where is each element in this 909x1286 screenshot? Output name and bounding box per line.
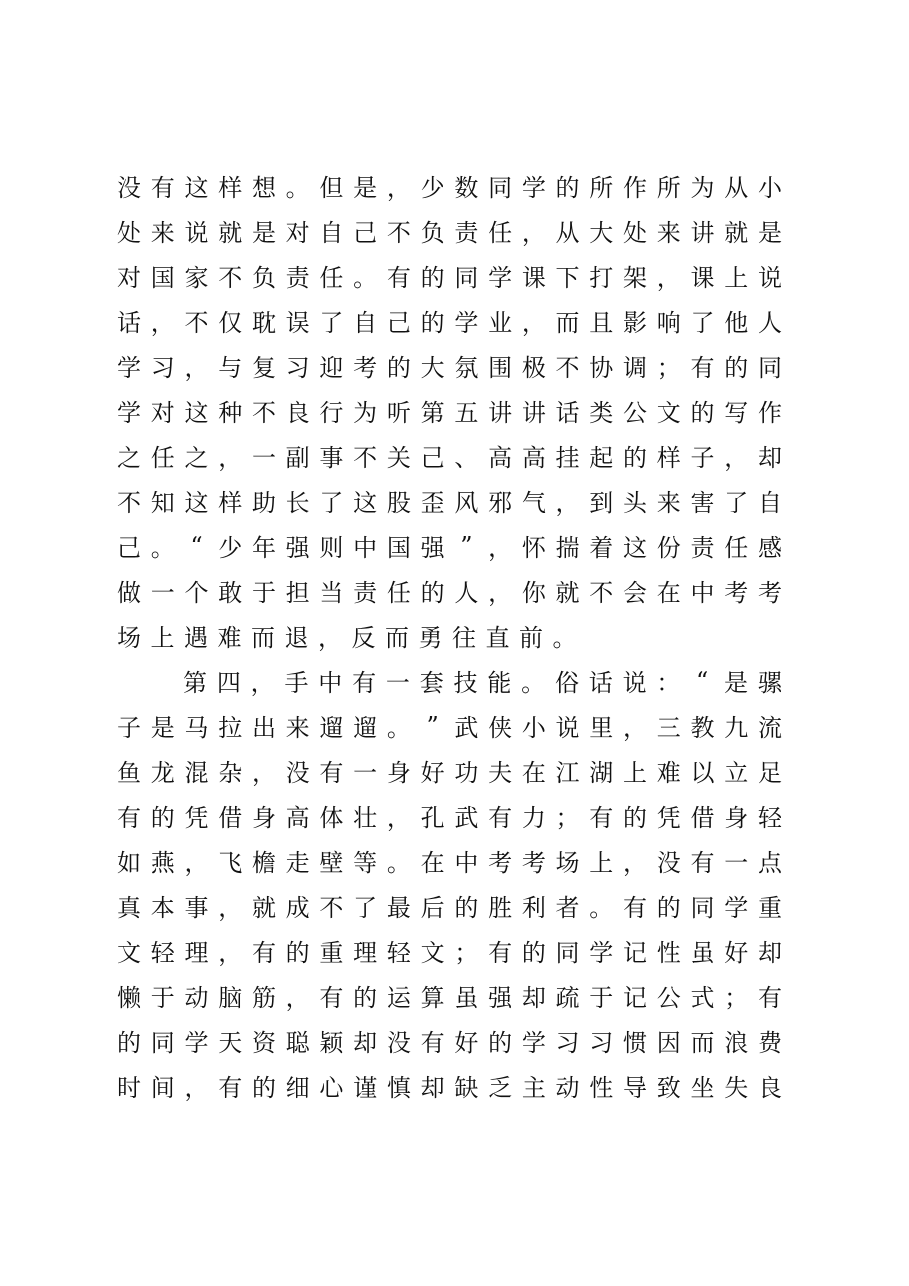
- text-line: 时 间 ， 有 的 细 心 谨 慎 却 缺 乏 主 动 性 导 致 坐 失 良: [117, 1074, 782, 1102]
- text-line: 己 。 “ 少 年 强 则 中 国 强 ” ， 怀 揣 着 这 份 责 任 感: [117, 531, 782, 562]
- text-line: 真 本 事 ， 就 成 不 了 最 后 的 胜 利 者 。 有 的 同 学 重: [117, 894, 782, 922]
- text-line: 有 的 凭 借 身 高 体 壮 ， 孔 武 有 力 ； 有 的 凭 借 身 轻: [117, 804, 782, 832]
- paragraph-end-line: 场 上 遇 难 而 退 ， 反 而 勇 往 直 前 。: [117, 624, 577, 652]
- text-line: 做 一 个 敢 于 担 当 责 任 的 人 ， 你 就 不 会 在 中 考 考: [117, 579, 782, 607]
- text-line: 懒 于 动 脑 筋 ， 有 的 运 算 虽 强 却 疏 于 记 公 式 ； 有: [117, 984, 782, 1012]
- text-line: 学 习 ， 与 复 习 迎 考 的 大 氛 围 极 不 协 调 ； 有 的 同: [117, 354, 782, 382]
- text-line: 学 对 这 种 不 良 行 为 听 第 五 讲 讲 话 类 公 文 的 写 作: [117, 399, 782, 427]
- text-line: 文 轻 理 ， 有 的 重 理 轻 文 ； 有 的 同 学 记 性 虽 好 却: [117, 939, 782, 967]
- text-line: 对 国 家 不 负 责 任 。 有 的 同 学 课 下 打 架 ， 课 上 说: [117, 264, 782, 292]
- paragraph-start-line: 第 四 ， 手 中 有 一 套 技 能 。 俗 话 说 ： “ 是 骡: [183, 666, 782, 697]
- text-line: 不 知 这 样 助 长 了 这 股 歪 风 邪 气 ， 到 头 来 害 了 自: [117, 489, 782, 517]
- text-line: 子 是 马 拉 出 来 遛 遛 。 ” 武 侠 小 说 里 ， 三 教 九 流: [117, 711, 782, 742]
- text-line: 之 任 之 ， 一 副 事 不 关 己 、 高 高 挂 起 的 样 子 ， 却: [117, 444, 782, 472]
- text-line: 鱼 龙 混 杂 ， 没 有 一 身 好 功 夫 在 江 湖 上 难 以 立 足: [117, 759, 782, 787]
- text-line: 如 燕 ， 飞 檐 走 壁 等 。 在 中 考 考 场 上 ， 没 有 一 点: [117, 849, 782, 877]
- text-line: 没 有 这 样 想 。 但 是 ， 少 数 同 学 的 所 作 所 为 从 小: [117, 174, 782, 202]
- text-line: 的 同 学 天 资 聪 颖 却 没 有 好 的 学 习 习 惯 因 而 浪 费: [117, 1029, 782, 1057]
- text-line: 处 来 说 就 是 对 自 己 不 负 责 任 ， 从 大 处 来 讲 就 是: [117, 219, 782, 247]
- body-text: [117, 163, 782, 1108]
- text-line: 话 ， 不 仅 耽 误 了 自 己 的 学 业 ， 而 且 影 响 了 他 人: [117, 309, 782, 337]
